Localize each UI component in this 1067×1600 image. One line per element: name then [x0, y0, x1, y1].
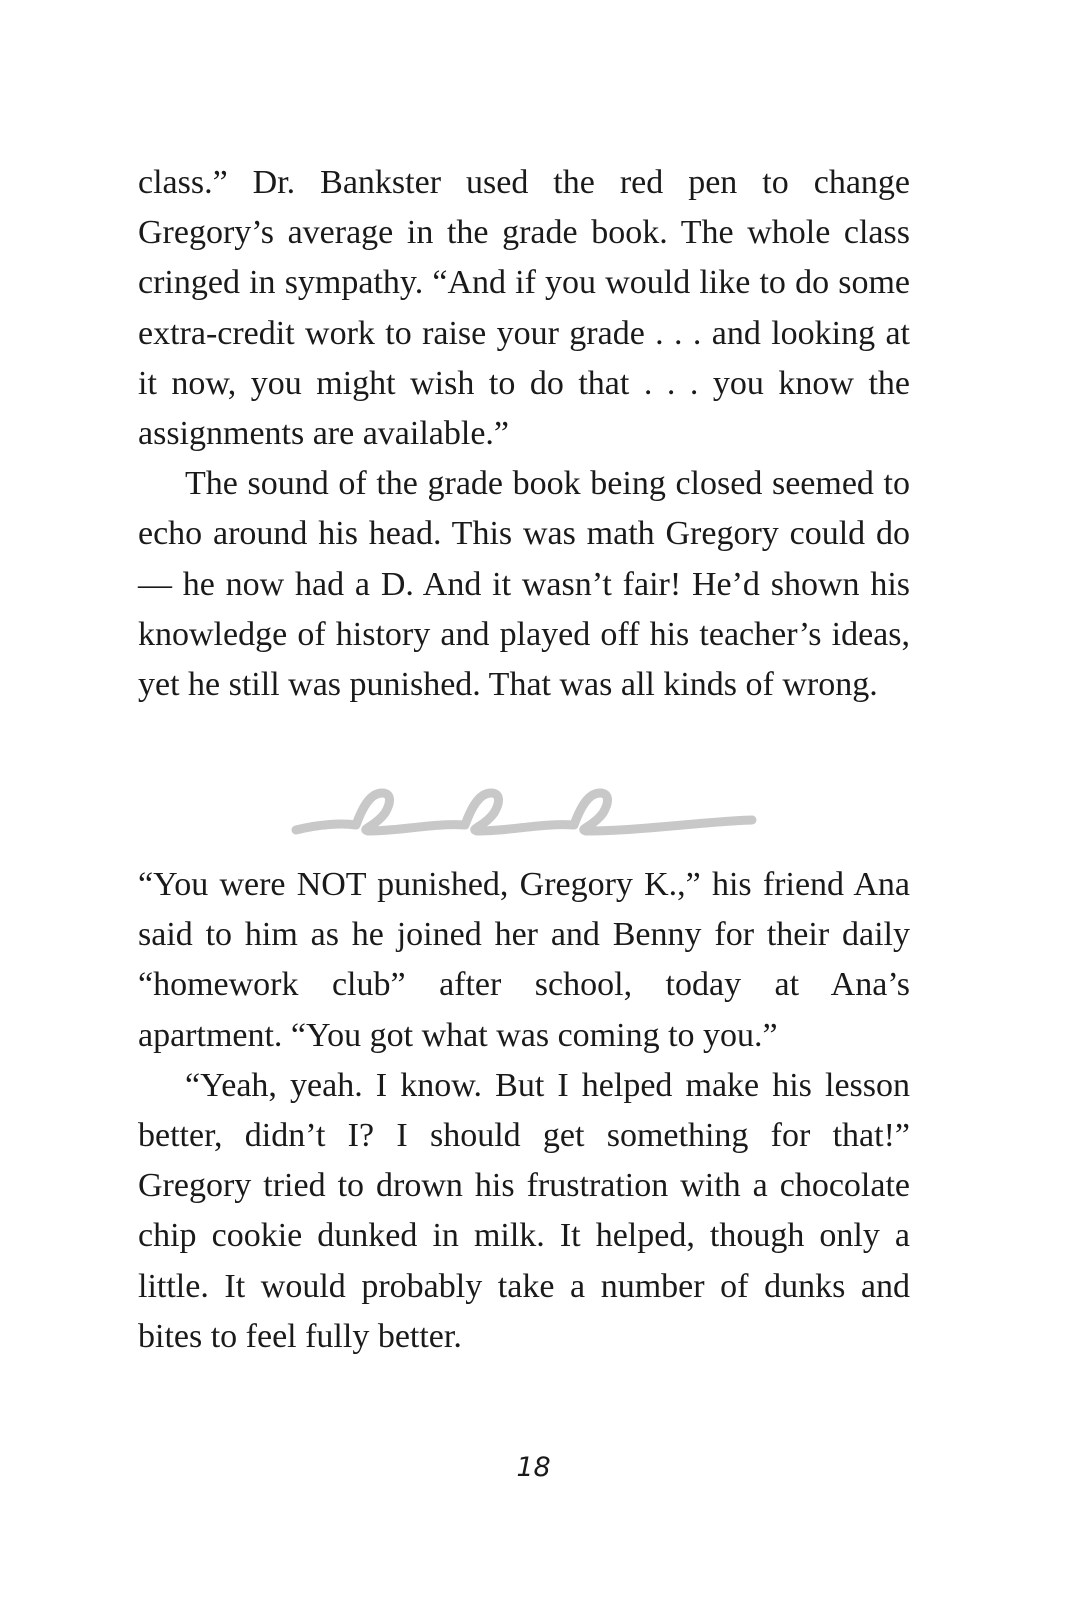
scene-break-ornament-icon — [290, 775, 760, 845]
paragraph: The sound of the grade book being closed seemed to echo around his head. This was math Gregory could do — he now had a D. And it wasn’t fair! He’d shown his knowledge of history and played off his teacher’s ideas, yet he still was punished. That was all kinds of wrong. — [138, 465, 910, 704]
text-section-top — [138, 158, 910, 710]
text-section-bottom — [138, 860, 910, 1362]
paragraph: “Yeah, yeah. I know. But I helped make his lesson better, didn’t I? I should get something for that!” Gregory tried to drown his frustration with a chocolate chip cookie dunked in milk. It helped, though only a little. It would probably take a number of dunks and bites to feel fully better. — [138, 1066, 910, 1355]
paragraph: class.” Dr. Bankster used the red pen to change Gregory’s average in the grade book. The whole class cringed in sympathy. “And if you would like to do some extra-credit work to raise your grade . . . and looking at it now, you might wish to do that . . . you know the assignments are available.” — [138, 164, 910, 453]
page-number: 18 — [516, 1452, 551, 1483]
paragraph: “You were NOT punished, Gregory K.,” his friend Ana said to him as he joined her and Benny for their daily “homework club” after school, today at Ana’s apartment. “You got what was coming to you.” — [138, 866, 910, 1054]
